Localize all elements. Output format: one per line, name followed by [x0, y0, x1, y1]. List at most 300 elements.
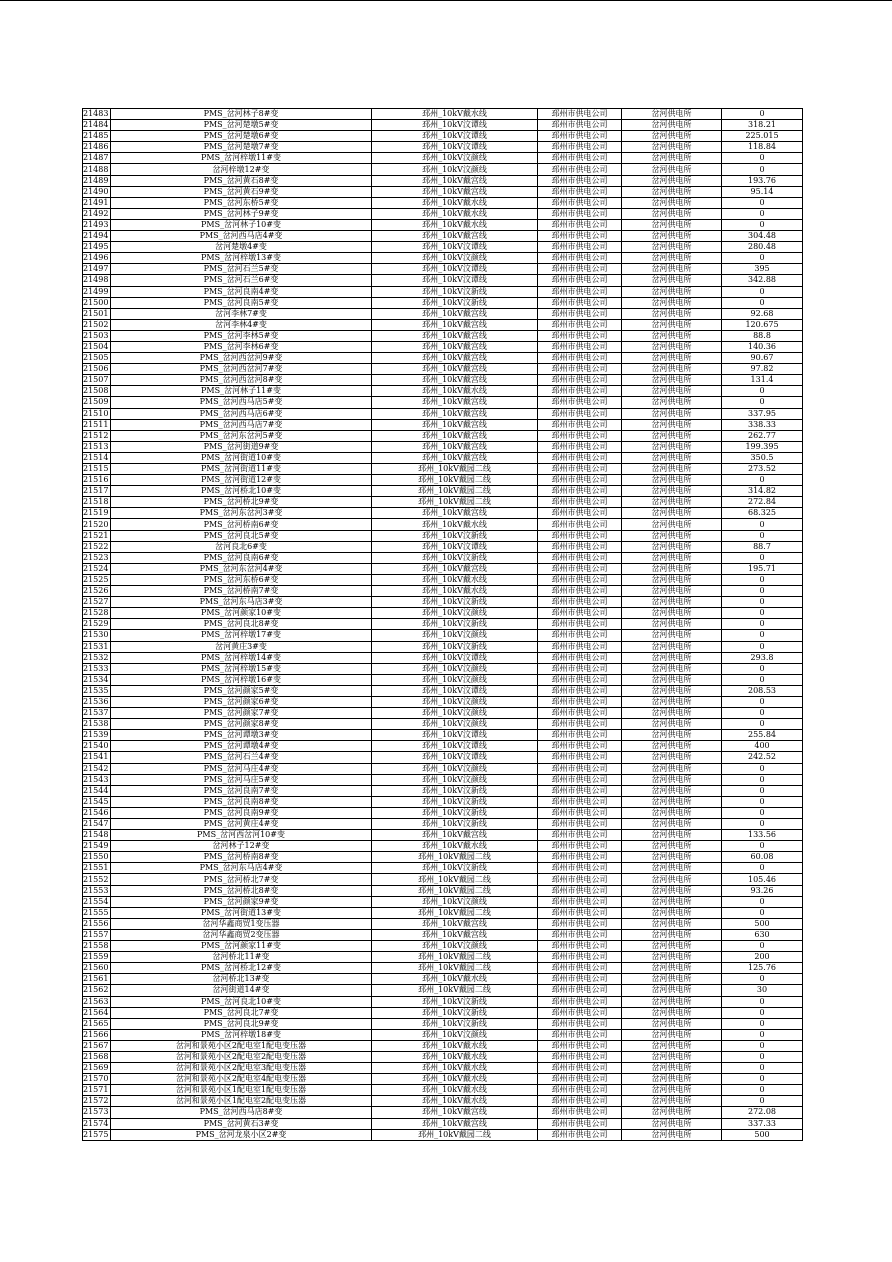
- company-cell: 邳州市供电公司: [538, 142, 622, 153]
- supply-station-cell: 岔河供电所: [622, 109, 722, 120]
- supply-station-cell: 岔河供电所: [622, 408, 722, 419]
- feeder-line-cell: 邳州_10kV戴园二线: [372, 852, 538, 863]
- feeder-line-cell: 邳州_10kV戴园二线: [372, 985, 538, 996]
- transformer-name-cell: PMS_岔河桥北8#变: [111, 885, 372, 896]
- table-row: [83, 929, 803, 940]
- supply-station-cell: 岔河供电所: [622, 796, 722, 807]
- transformer-name-cell: PMS_岔河龙泉小区2#变: [111, 1129, 372, 1140]
- table-row: [83, 497, 803, 508]
- company-cell: 邳州市供电公司: [538, 863, 622, 874]
- supply-station-cell: 岔河供电所: [622, 574, 722, 585]
- transformer-name-cell: 岔河李林4#变: [111, 319, 372, 330]
- row-id-cell: 21487: [83, 153, 111, 164]
- supply-station-cell: 岔河供电所: [622, 941, 722, 952]
- table-row: [83, 663, 803, 674]
- transformer-name-cell: 岔河和景苑小区2配电室3配电变压器: [111, 1063, 372, 1074]
- row-id-cell: 21564: [83, 1007, 111, 1018]
- feeder-line-cell: 邳州_10kV戴水线: [372, 519, 538, 530]
- table-row: [83, 630, 803, 641]
- table-row: [83, 674, 803, 685]
- row-id-cell: 21512: [83, 430, 111, 441]
- supply-station-cell: 岔河供电所: [622, 619, 722, 630]
- feeder-line-cell: 邳州_10kV汶新线: [372, 796, 538, 807]
- table-row: [83, 1051, 803, 1062]
- supply-station-cell: 岔河供电所: [622, 841, 722, 852]
- transformer-name-cell: PMS_岔河梓墩13#变: [111, 253, 372, 264]
- row-id-cell: 21541: [83, 752, 111, 763]
- company-cell: 邳州市供电公司: [538, 752, 622, 763]
- row-id-cell: 21514: [83, 452, 111, 463]
- transformer-name-cell: PMS_岔河梓墩15#变: [111, 663, 372, 674]
- transformer-name-cell: PMS_岔河李林6#变: [111, 341, 372, 352]
- table-row: [83, 1018, 803, 1029]
- company-cell: 邳州市供电公司: [538, 963, 622, 974]
- value-cell: 318.21: [722, 120, 803, 131]
- value-cell: 350.5: [722, 452, 803, 463]
- supply-station-cell: 岔河供电所: [622, 530, 722, 541]
- supply-station-cell: 岔河供电所: [622, 719, 722, 730]
- value-cell: 0: [722, 1074, 803, 1085]
- transformer-name-cell: PMS_岔河马庄4#变: [111, 763, 372, 774]
- company-cell: 邳州市供电公司: [538, 785, 622, 796]
- table-row: [83, 885, 803, 896]
- company-cell: 邳州市供电公司: [538, 164, 622, 175]
- row-id-cell: 21521: [83, 530, 111, 541]
- transformer-name-cell: 岔河和景苑小区1配电室2配电变压器: [111, 1096, 372, 1107]
- table-row: [83, 297, 803, 308]
- company-cell: 邳州市供电公司: [538, 1040, 622, 1051]
- company-cell: 邳州市供电公司: [538, 708, 622, 719]
- feeder-line-cell: 邳州_10kV汶颜线: [372, 630, 538, 641]
- row-id-cell: 21570: [83, 1074, 111, 1085]
- row-id-cell: 21533: [83, 663, 111, 674]
- transformer-name-cell: 岔河梓墩12#变: [111, 164, 372, 175]
- table-row: [83, 574, 803, 585]
- value-cell: 304.48: [722, 231, 803, 242]
- table-row: [83, 952, 803, 963]
- feeder-line-cell: 邳州_10kV戴宫线: [372, 364, 538, 375]
- table-row: [83, 464, 803, 475]
- transformer-name-cell: 岔河李林7#变: [111, 308, 372, 319]
- row-id-cell: 21560: [83, 963, 111, 974]
- feeder-line-cell: 邳州_10kV戴宫线: [372, 353, 538, 364]
- supply-station-cell: 岔河供电所: [622, 918, 722, 929]
- table-row: [83, 541, 803, 552]
- row-id-cell: 21549: [83, 841, 111, 852]
- transformer-name-cell: PMS_岔河楚墩7#变: [111, 142, 372, 153]
- company-cell: 邳州市供电公司: [538, 131, 622, 142]
- transformer-name-cell: PMS_岔河桥南6#变: [111, 519, 372, 530]
- feeder-line-cell: 邳州_10kV汶颜线: [372, 153, 538, 164]
- value-cell: 0: [722, 907, 803, 918]
- feeder-line-cell: 邳州_10kV汶颜线: [372, 164, 538, 175]
- table-row: [83, 486, 803, 497]
- feeder-line-cell: 邳州_10kV汶新线: [372, 619, 538, 630]
- value-cell: 90.67: [722, 353, 803, 364]
- row-id-cell: 21488: [83, 164, 111, 175]
- transformer-name-cell: PMS_岔河梓墩18#变: [111, 1029, 372, 1040]
- feeder-line-cell: 邳州_10kV汶颜线: [372, 674, 538, 685]
- company-cell: 邳州市供电公司: [538, 1051, 622, 1062]
- company-cell: 邳州市供电公司: [538, 530, 622, 541]
- company-cell: 邳州市供电公司: [538, 652, 622, 663]
- transformer-name-cell: PMS_岔河桥北9#变: [111, 497, 372, 508]
- supply-station-cell: 岔河供电所: [622, 341, 722, 352]
- row-id-cell: 21534: [83, 674, 111, 685]
- supply-station-cell: 岔河供电所: [622, 741, 722, 752]
- company-cell: 邳州市供电公司: [538, 1063, 622, 1074]
- supply-station-cell: 岔河供电所: [622, 1063, 722, 1074]
- row-id-cell: 21524: [83, 563, 111, 574]
- value-cell: 0: [722, 552, 803, 563]
- value-cell: 0: [722, 164, 803, 175]
- table-row: [83, 242, 803, 253]
- table-row: [83, 785, 803, 796]
- transformer-name-cell: PMS_岔河良北5#变: [111, 530, 372, 541]
- value-cell: 93.26: [722, 885, 803, 896]
- feeder-line-cell: 邳州_10kV戴宫线: [372, 319, 538, 330]
- table-row: [83, 619, 803, 630]
- transformer-name-cell: PMS_岔河黄石3#变: [111, 1118, 372, 1129]
- company-cell: 邳州市供电公司: [538, 441, 622, 452]
- company-cell: 邳州市供电公司: [538, 885, 622, 896]
- row-id-cell: 21500: [83, 297, 111, 308]
- row-id-cell: 21532: [83, 652, 111, 663]
- supply-station-cell: 岔河供电所: [622, 231, 722, 242]
- transformer-name-cell: PMS_岔河良北9#变: [111, 1018, 372, 1029]
- row-id-cell: 21530: [83, 630, 111, 641]
- company-cell: 邳州市供电公司: [538, 275, 622, 286]
- row-id-cell: 21522: [83, 541, 111, 552]
- row-id-cell: 21518: [83, 497, 111, 508]
- supply-station-cell: 岔河供电所: [622, 1107, 722, 1118]
- value-cell: 88.8: [722, 330, 803, 341]
- feeder-line-cell: 邳州_10kV汶颜线: [372, 896, 538, 907]
- supply-station-cell: 岔河供电所: [622, 142, 722, 153]
- transformer-name-cell: 岔河街道14#变: [111, 985, 372, 996]
- supply-station-cell: 岔河供电所: [622, 253, 722, 264]
- value-cell: 273.52: [722, 464, 803, 475]
- row-id-cell: 21528: [83, 608, 111, 619]
- supply-station-cell: 岔河供电所: [622, 985, 722, 996]
- row-id-cell: 21504: [83, 341, 111, 352]
- transformer-name-cell: PMS_岔河西岔河7#变: [111, 364, 372, 375]
- feeder-line-cell: 邳州_10kV汶谭线: [372, 652, 538, 663]
- company-cell: 邳州市供电公司: [538, 674, 622, 685]
- value-cell: 0: [722, 608, 803, 619]
- table-row: [83, 863, 803, 874]
- feeder-line-cell: 邳州_10kV汶颜线: [372, 696, 538, 707]
- value-cell: 140.36: [722, 341, 803, 352]
- row-id-cell: 21539: [83, 730, 111, 741]
- transformer-name-cell: PMS_岔河良南5#变: [111, 297, 372, 308]
- row-id-cell: 21563: [83, 996, 111, 1007]
- row-id-cell: 21558: [83, 941, 111, 952]
- table-row: [83, 996, 803, 1007]
- table-row: [83, 1007, 803, 1018]
- company-cell: 邳州市供电公司: [538, 941, 622, 952]
- value-cell: 225.015: [722, 131, 803, 142]
- value-cell: 0: [722, 619, 803, 630]
- table-row: [83, 841, 803, 852]
- table-row: [83, 985, 803, 996]
- feeder-line-cell: 邳州_10kV汶谭线: [372, 120, 538, 131]
- table-row: [83, 408, 803, 419]
- company-cell: 邳州市供电公司: [538, 819, 622, 830]
- transformer-name-cell: PMS_岔河街道13#变: [111, 907, 372, 918]
- row-id-cell: 21572: [83, 1096, 111, 1107]
- row-id-cell: 21490: [83, 186, 111, 197]
- row-id-cell: 21542: [83, 763, 111, 774]
- transformer-name-cell: PMS_岔河西马店4#变: [111, 231, 372, 242]
- supply-station-cell: 岔河供电所: [622, 186, 722, 197]
- table-row: [83, 941, 803, 952]
- row-id-cell: 21545: [83, 796, 111, 807]
- feeder-line-cell: 邳州_10kV戴宫线: [372, 408, 538, 419]
- company-cell: 邳州市供电公司: [538, 586, 622, 597]
- row-id-cell: 21554: [83, 896, 111, 907]
- supply-station-cell: 岔河供电所: [622, 1129, 722, 1140]
- row-id-cell: 21496: [83, 253, 111, 264]
- company-cell: 邳州市供电公司: [538, 508, 622, 519]
- feeder-line-cell: 邳州_10kV汶谭线: [372, 541, 538, 552]
- feeder-line-cell: 邳州_10kV戴园二线: [372, 486, 538, 497]
- value-cell: 97.82: [722, 364, 803, 375]
- table-row: [83, 852, 803, 863]
- feeder-line-cell: 邳州_10kV汶颜线: [372, 708, 538, 719]
- supply-station-cell: 岔河供电所: [622, 1085, 722, 1096]
- row-id-cell: 21561: [83, 974, 111, 985]
- feeder-line-cell: 邳州_10kV戴宫线: [372, 1107, 538, 1118]
- supply-station-cell: 岔河供电所: [622, 1040, 722, 1051]
- supply-station-cell: 岔河供电所: [622, 830, 722, 841]
- company-cell: 邳州市供电公司: [538, 1085, 622, 1096]
- row-id-cell: 21555: [83, 907, 111, 918]
- row-id-cell: 21510: [83, 408, 111, 419]
- value-cell: 120.675: [722, 319, 803, 330]
- row-id-cell: 21506: [83, 364, 111, 375]
- company-cell: 邳州市供电公司: [538, 630, 622, 641]
- value-cell: 0: [722, 974, 803, 985]
- table-row: [83, 641, 803, 652]
- transformer-name-cell: PMS_岔河颜家11#变: [111, 941, 372, 952]
- transformer-name-cell: PMS_岔河马庄5#变: [111, 774, 372, 785]
- company-cell: 邳州市供电公司: [538, 1029, 622, 1040]
- row-id-cell: 21567: [83, 1040, 111, 1051]
- supply-station-cell: 岔河供电所: [622, 752, 722, 763]
- value-cell: 0: [722, 863, 803, 874]
- value-cell: 400: [722, 741, 803, 752]
- value-cell: 272.84: [722, 497, 803, 508]
- supply-station-cell: 岔河供电所: [622, 819, 722, 830]
- company-cell: 邳州市供电公司: [538, 552, 622, 563]
- feeder-line-cell: 邳州_10kV戴宫线: [372, 1118, 538, 1129]
- supply-station-cell: 岔河供电所: [622, 885, 722, 896]
- value-cell: 0: [722, 519, 803, 530]
- supply-station-cell: 岔河供电所: [622, 586, 722, 597]
- feeder-line-cell: 邳州_10kV戴宫线: [372, 330, 538, 341]
- table-row: [83, 796, 803, 807]
- company-cell: 邳州市供电公司: [538, 1129, 622, 1140]
- transformer-name-cell: PMS_岔河桥北12#变: [111, 963, 372, 974]
- company-cell: 邳州市供电公司: [538, 830, 622, 841]
- feeder-line-cell: 邳州_10kV戴宫线: [372, 308, 538, 319]
- feeder-line-cell: 邳州_10kV汶颜线: [372, 719, 538, 730]
- company-cell: 邳州市供电公司: [538, 286, 622, 297]
- value-cell: 0: [722, 1007, 803, 1018]
- supply-station-cell: 岔河供电所: [622, 275, 722, 286]
- supply-station-cell: 岔河供电所: [622, 896, 722, 907]
- feeder-line-cell: 邳州_10kV汶颜线: [372, 253, 538, 264]
- table-row: [83, 397, 803, 408]
- row-id-cell: 21559: [83, 952, 111, 963]
- row-id-cell: 21538: [83, 719, 111, 730]
- feeder-line-cell: 邳州_10kV汶谭线: [372, 730, 538, 741]
- supply-station-cell: 岔河供电所: [622, 663, 722, 674]
- row-id-cell: 21484: [83, 120, 111, 131]
- feeder-line-cell: 邳州_10kV汶新线: [372, 297, 538, 308]
- table-row: [83, 552, 803, 563]
- value-cell: 0: [722, 896, 803, 907]
- table-row: [83, 353, 803, 364]
- supply-station-cell: 岔河供电所: [622, 807, 722, 818]
- feeder-line-cell: 邳州_10kV汶颜线: [372, 763, 538, 774]
- row-id-cell: 21508: [83, 386, 111, 397]
- supply-station-cell: 岔河供电所: [622, 608, 722, 619]
- supply-station-cell: 岔河供电所: [622, 1029, 722, 1040]
- company-cell: 邳州市供电公司: [538, 896, 622, 907]
- supply-station-cell: 岔河供电所: [622, 475, 722, 486]
- supply-station-cell: 岔河供电所: [622, 219, 722, 230]
- table-row: [83, 752, 803, 763]
- company-cell: 邳州市供电公司: [538, 475, 622, 486]
- row-id-cell: 21574: [83, 1118, 111, 1129]
- supply-station-cell: 岔河供电所: [622, 996, 722, 1007]
- supply-station-cell: 岔河供电所: [622, 907, 722, 918]
- row-id-cell: 21491: [83, 197, 111, 208]
- row-id-cell: 21486: [83, 142, 111, 153]
- table-row: [83, 175, 803, 186]
- company-cell: 邳州市供电公司: [538, 841, 622, 852]
- company-cell: 邳州市供电公司: [538, 452, 622, 463]
- company-cell: 邳州市供电公司: [538, 486, 622, 497]
- table-row: [83, 153, 803, 164]
- value-cell: 0: [722, 1063, 803, 1074]
- company-cell: 邳州市供电公司: [538, 341, 622, 352]
- value-cell: 0: [722, 153, 803, 164]
- value-cell: 195.71: [722, 563, 803, 574]
- table-row: [83, 519, 803, 530]
- company-cell: 邳州市供电公司: [538, 719, 622, 730]
- value-cell: 0: [722, 1040, 803, 1051]
- supply-station-cell: 岔河供电所: [622, 1051, 722, 1062]
- value-cell: 314.82: [722, 486, 803, 497]
- transformer-name-cell: PMS_岔河良南4#变: [111, 286, 372, 297]
- feeder-line-cell: 邳州_10kV戴园二线: [372, 497, 538, 508]
- feeder-line-cell: 邳州_10kV汶颜线: [372, 663, 538, 674]
- table-row: [83, 109, 803, 120]
- table-row: [83, 286, 803, 297]
- company-cell: 邳州市供电公司: [538, 563, 622, 574]
- value-cell: 0: [722, 819, 803, 830]
- transformer-name-cell: PMS_岔河西岔河8#变: [111, 375, 372, 386]
- table-row: [83, 652, 803, 663]
- supply-station-cell: 岔河供电所: [622, 464, 722, 475]
- company-cell: 邳州市供电公司: [538, 641, 622, 652]
- feeder-line-cell: 邳州_10kV戴宫线: [372, 231, 538, 242]
- feeder-line-cell: 邳州_10kV汶颜线: [372, 608, 538, 619]
- row-id-cell: 21568: [83, 1051, 111, 1062]
- company-cell: 邳州市供电公司: [538, 763, 622, 774]
- row-id-cell: 21536: [83, 696, 111, 707]
- supply-station-cell: 岔河供电所: [622, 541, 722, 552]
- row-id-cell: 21513: [83, 441, 111, 452]
- table-row: [83, 1085, 803, 1096]
- table-row: [83, 308, 803, 319]
- company-cell: 邳州市供电公司: [538, 175, 622, 186]
- transformer-name-cell: PMS_岔河石兰5#变: [111, 264, 372, 275]
- table-row: [83, 708, 803, 719]
- feeder-line-cell: 邳州_10kV汶谭线: [372, 131, 538, 142]
- company-cell: 邳州市供电公司: [538, 208, 622, 219]
- feeder-line-cell: 邳州_10kV戴水线: [372, 1096, 538, 1107]
- row-id-cell: 21485: [83, 131, 111, 142]
- feeder-line-cell: 邳州_10kV戴园二线: [372, 907, 538, 918]
- supply-station-cell: 岔河供电所: [622, 774, 722, 785]
- value-cell: 342.88: [722, 275, 803, 286]
- transformer-name-cell: 岔河和景苑小区1配电室1配电变压器: [111, 1085, 372, 1096]
- company-cell: 邳州市供电公司: [538, 253, 622, 264]
- feeder-line-cell: 邳州_10kV汶新线: [372, 641, 538, 652]
- supply-station-cell: 岔河供电所: [622, 286, 722, 297]
- feeder-line-cell: 邳州_10kV戴宫线: [372, 508, 538, 519]
- feeder-line-cell: 邳州_10kV汶新线: [372, 597, 538, 608]
- company-cell: 邳州市供电公司: [538, 1007, 622, 1018]
- table-row: [83, 120, 803, 131]
- company-cell: 邳州市供电公司: [538, 874, 622, 885]
- company-cell: 邳州市供电公司: [538, 397, 622, 408]
- feeder-line-cell: 邳州_10kV戴宫线: [372, 186, 538, 197]
- transformer-name-cell: PMS_岔河黄石9#变: [111, 186, 372, 197]
- table-row: [83, 164, 803, 175]
- value-cell: 630: [722, 929, 803, 940]
- supply-station-cell: 岔河供电所: [622, 652, 722, 663]
- feeder-line-cell: 邳州_10kV汶新线: [372, 552, 538, 563]
- company-cell: 邳州市供电公司: [538, 264, 622, 275]
- transformer-name-cell: 岔河和景苑小区2配电室4配电变压器: [111, 1074, 372, 1085]
- company-cell: 邳州市供电公司: [538, 996, 622, 1007]
- row-id-cell: 21526: [83, 586, 111, 597]
- transformer-name-cell: PMS_岔河楚墩5#变: [111, 120, 372, 131]
- transformer-name-cell: PMS_岔河街道10#变: [111, 452, 372, 463]
- table-row: [83, 830, 803, 841]
- value-cell: 262.77: [722, 430, 803, 441]
- table-row: [83, 719, 803, 730]
- row-id-cell: 21520: [83, 519, 111, 530]
- row-id-cell: 21499: [83, 286, 111, 297]
- value-cell: 30: [722, 985, 803, 996]
- value-cell: 0: [722, 1029, 803, 1040]
- supply-station-cell: 岔河供电所: [622, 330, 722, 341]
- table-row: [83, 974, 803, 985]
- supply-station-cell: 岔河供电所: [622, 386, 722, 397]
- feeder-line-cell: 邳州_10kV戴园二线: [372, 475, 538, 486]
- supply-station-cell: 岔河供电所: [622, 685, 722, 696]
- feeder-line-cell: 邳州_10kV汶谭线: [372, 242, 538, 253]
- table-row: [83, 685, 803, 696]
- feeder-line-cell: 邳州_10kV汶谭线: [372, 752, 538, 763]
- transformer-name-cell: PMS_岔河良南9#变: [111, 807, 372, 818]
